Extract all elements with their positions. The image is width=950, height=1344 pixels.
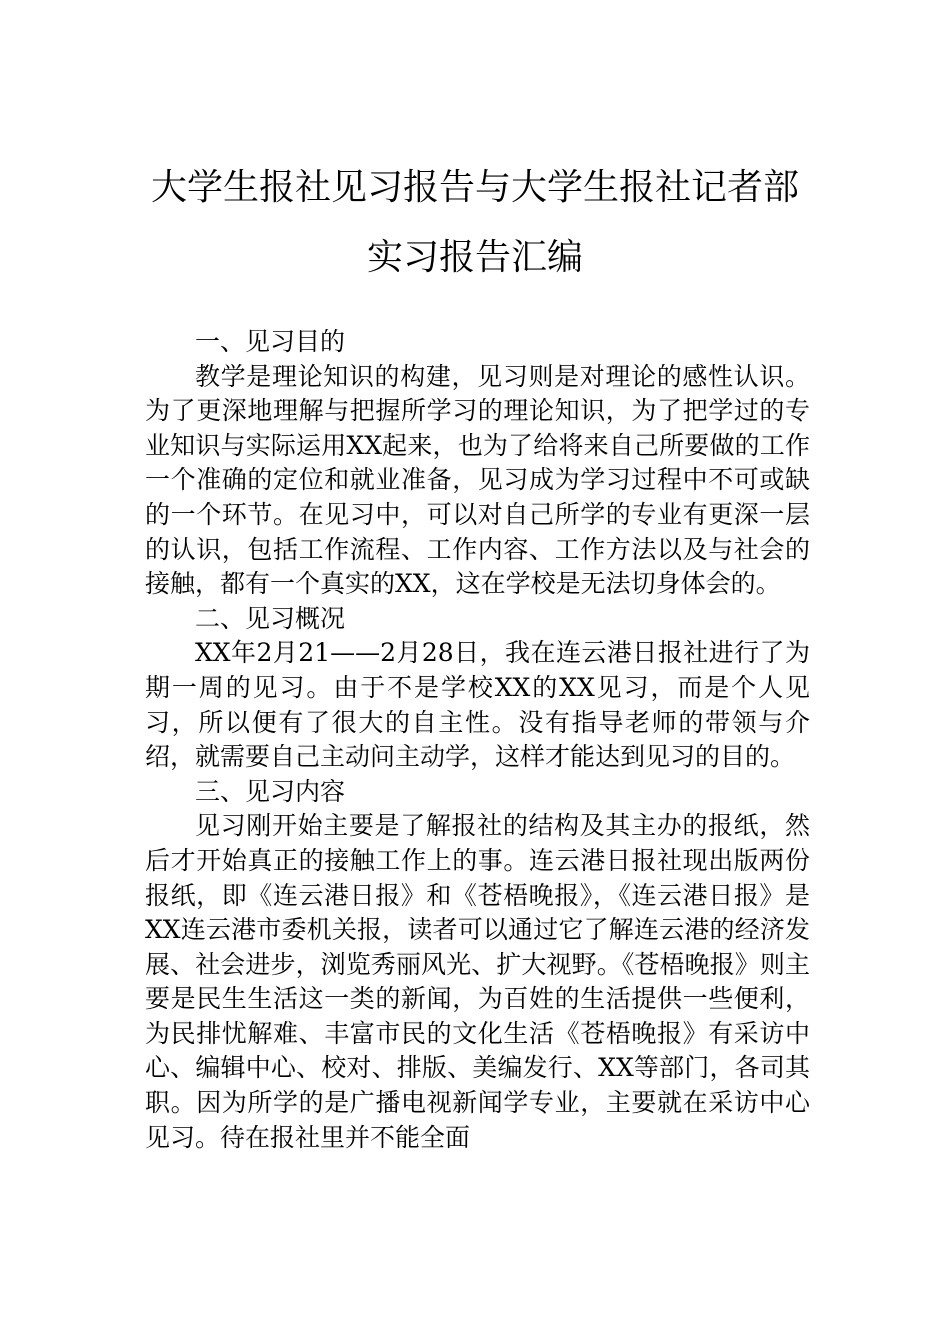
document-title-line-2: 实习报告汇编	[366, 237, 583, 278]
section-heading-content: 三、见习内容	[195, 776, 346, 806]
section-heading-purpose: 一、见习目的	[195, 327, 346, 356]
section-paragraph-purpose: 教学是理论知识的构建，见习则是对理论的感性认识。为了更深地理解与把握所学习的理论知识，为了把学过的专业知识与实际运用XX起来，也为了给将来自己所要做的工作一个准确的定位和就业准备，见习成为学习过程中不可或缺的一个环节。在见习中，可以对自己所学的专业有更深一层的认识，包括工作流程、工作内容、工作方法以及与社会的接触，都有一个真实的XX，这在学校是无法切身体会的。	[145, 361, 810, 599]
section-paragraph-content: 见习刚开始主要是了解报社的结构及其主办的报纸，然后才开始真正的接触工作上的事。连云港日报社现出版两份报纸，即《连云港日报》和《苍梧晚报》，《连云港日报》是XX连云港市委机关报，读者可以通过它了解连云港的经济发展、社会进步，浏览秀丽风光、扩大视野。《苍梧晚报》则主要是民生生活这一类的新闻，为百姓的生活提供一些便利，为民排忧解难、丰富市民的文化生活《苍梧晚报》有采访中心、编辑中心、校对、排版、美编发行、XX等部门，各司其职。因为所学的是广播电视新闻学专业，主要就在采访中心见习。待在报社里并不能全面	[145, 811, 810, 1152]
document-title-line-1: 大学生报社见习报告与大学生报社记者部	[150, 167, 799, 208]
section-paragraph-overview: XX年2月21——2月28日，我在连云港日报社进行了为期一周的见习。由于不是学校XX的XX见习，而是个人见习，所以便有了很大的自主性。没有指导老师的带领与介绍，就需要自己主动问主动学，这样才能达到见习的目的。	[145, 638, 810, 772]
section-heading-overview: 二、见习概况	[195, 603, 346, 633]
document-body	[145, 325, 810, 1155]
